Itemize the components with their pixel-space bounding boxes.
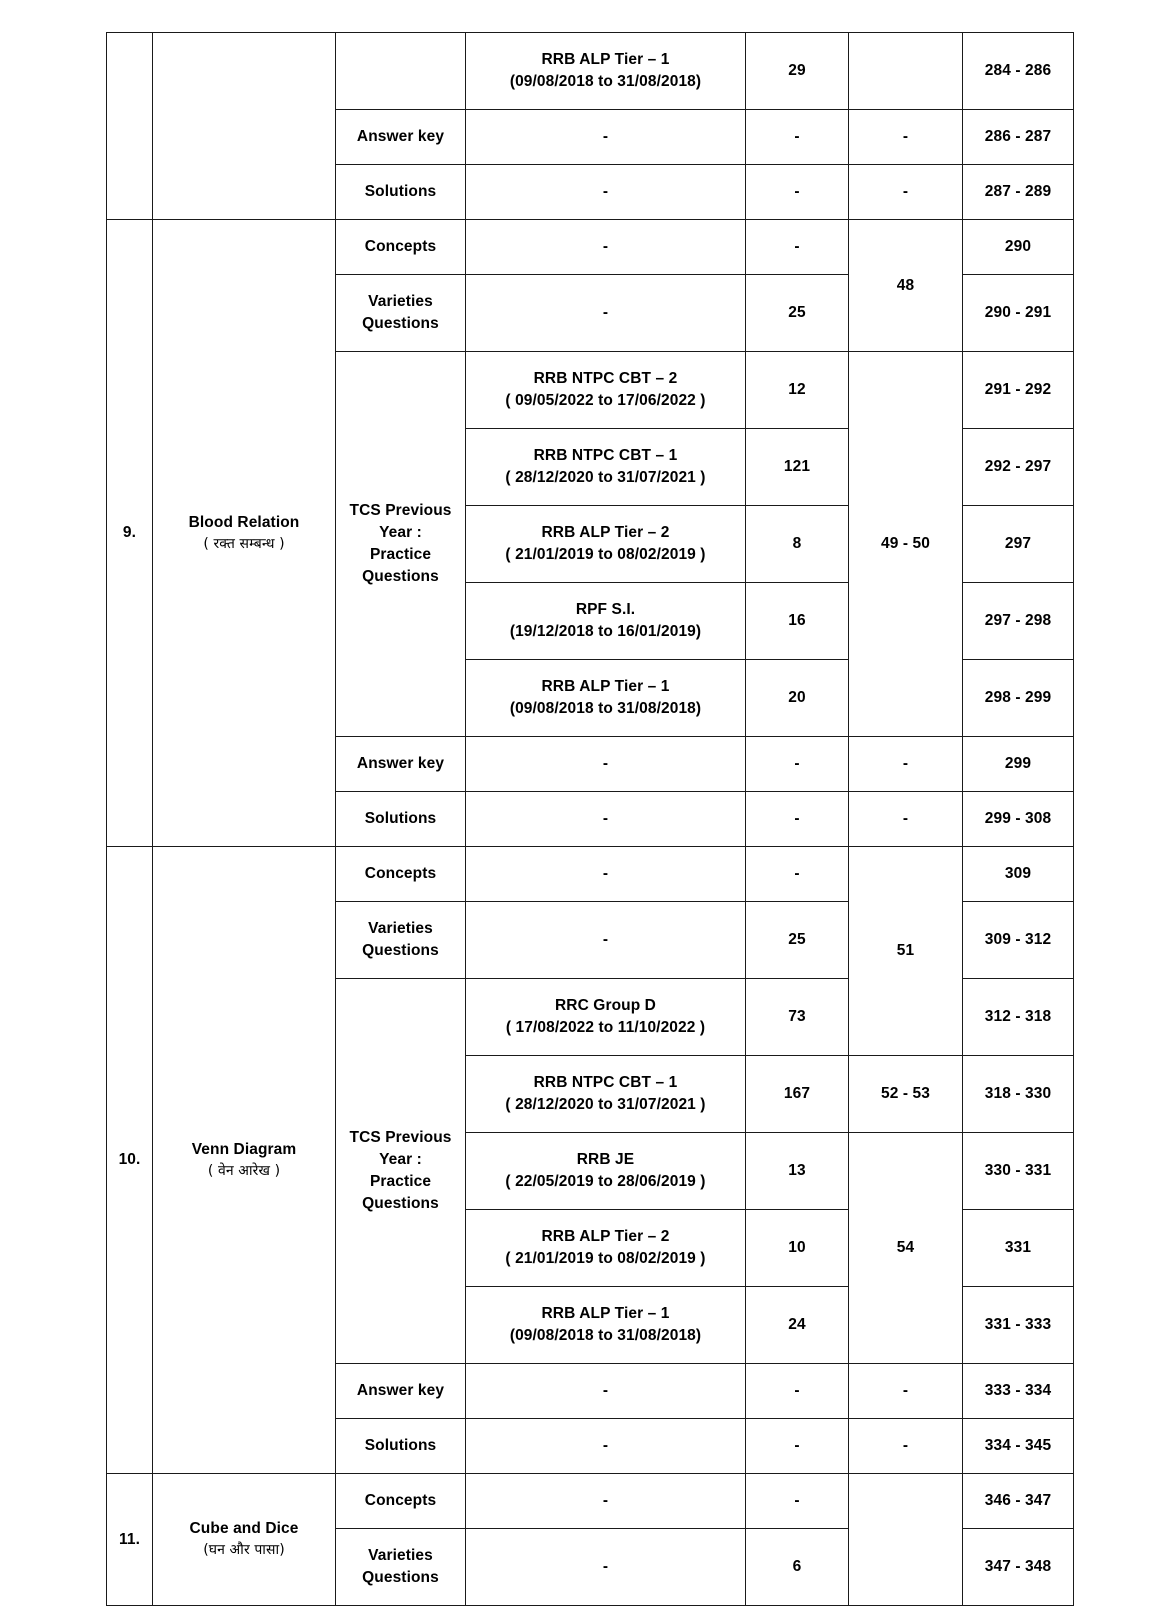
cell-section	[336, 979, 466, 1364]
cell-page: 299 - 308	[963, 792, 1074, 847]
cell-exam	[466, 352, 746, 429]
cell-day: -	[849, 165, 963, 220]
cell-questions: -	[746, 737, 849, 792]
exam-date: (09/08/2018 to 31/08/2018)	[509, 700, 702, 717]
cell-exam	[466, 979, 746, 1056]
section-line-1: Varieties	[368, 293, 433, 310]
cell-questions: -	[746, 1364, 849, 1419]
section-line-2: Questions	[362, 1569, 439, 1586]
cell-section: Concepts	[336, 847, 466, 902]
cell-sr-no: 9.	[107, 220, 153, 847]
exam-date: (19/12/2018 to 16/01/2019)	[509, 623, 702, 640]
cell-exam: -	[466, 1364, 746, 1419]
exam-date: (09/08/2018 to 31/08/2018)	[509, 1327, 702, 1344]
table-row	[107, 847, 1074, 902]
cell-questions: 24	[746, 1287, 849, 1364]
cell-exam	[466, 583, 746, 660]
cell-section: Answer key	[336, 110, 466, 165]
section-line-2: Questions	[362, 315, 439, 332]
cell-topic	[153, 847, 336, 1474]
cell-sr-no: 11.	[107, 1474, 153, 1606]
exam-date: ( 28/12/2020 to 31/07/2021 )	[505, 1096, 706, 1113]
cell-page: 297	[963, 506, 1074, 583]
cell-questions: -	[746, 220, 849, 275]
exam-date: ( 22/05/2019 to 28/06/2019 )	[505, 1173, 706, 1190]
cell-questions: 13	[746, 1133, 849, 1210]
cell-questions: 121	[746, 429, 849, 506]
cell-topic	[153, 1474, 336, 1606]
exam-date: ( 17/08/2022 to 11/10/2022 )	[505, 1019, 706, 1036]
cell-section	[336, 352, 466, 737]
cell-day: -	[849, 110, 963, 165]
cell-exam: -	[466, 792, 746, 847]
cell-page: 297 - 298	[963, 583, 1074, 660]
exam-date: ( 21/01/2019 to 08/02/2019 )	[505, 546, 706, 563]
cell-page: 290 - 291	[963, 275, 1074, 352]
section-line-4: Questions	[362, 1195, 439, 1212]
cell-sr-no	[107, 33, 153, 220]
index-table	[106, 32, 1074, 1606]
cell-day: -	[849, 1364, 963, 1419]
topic-name-en: Venn Diagram	[191, 1140, 297, 1158]
exam-date: ( 21/01/2019 to 08/02/2019 )	[505, 1250, 706, 1267]
cell-questions: 16	[746, 583, 849, 660]
cell-page: 290	[963, 220, 1074, 275]
cell-day	[849, 1474, 963, 1606]
cell-page: 334 - 345	[963, 1419, 1074, 1474]
exam-name: RRB NTPC CBT – 2	[533, 370, 678, 387]
exam-name: RRB ALP Tier – 1	[541, 1305, 670, 1322]
cell-page: 309	[963, 847, 1074, 902]
cell-questions: -	[746, 1419, 849, 1474]
cell-exam	[466, 1056, 746, 1133]
section-line-1: Varieties	[368, 920, 433, 937]
cell-page: 333 - 334	[963, 1364, 1074, 1419]
cell-exam: -	[466, 1419, 746, 1474]
cell-section: Concepts	[336, 1474, 466, 1529]
cell-page: 291 - 292	[963, 352, 1074, 429]
cell-section	[336, 33, 466, 110]
table-row	[107, 220, 1074, 275]
cell-questions: -	[746, 847, 849, 902]
cell-day	[849, 33, 963, 110]
cell-day: -	[849, 737, 963, 792]
cell-questions: 25	[746, 902, 849, 979]
cell-exam: -	[466, 737, 746, 792]
cell-page: 347 - 348	[963, 1529, 1074, 1606]
cell-section: Answer key	[336, 1364, 466, 1419]
exam-name: RPF S.I.	[575, 601, 636, 618]
cell-exam: -	[466, 902, 746, 979]
section-line-1: TCS Previous	[349, 502, 452, 519]
cell-questions: -	[746, 792, 849, 847]
cell-topic	[153, 33, 336, 220]
topic-name-hi: ( वेन आरेख )	[207, 1162, 281, 1179]
cell-exam	[466, 33, 746, 110]
section-line-2: Year :	[379, 524, 422, 541]
cell-questions: -	[746, 165, 849, 220]
cell-section: Concepts	[336, 220, 466, 275]
cell-page: 331	[963, 1210, 1074, 1287]
cell-exam: -	[466, 110, 746, 165]
cell-questions: 167	[746, 1056, 849, 1133]
cell-questions: 20	[746, 660, 849, 737]
cell-day: 49 - 50	[849, 352, 963, 737]
cell-questions: 12	[746, 352, 849, 429]
cell-exam	[466, 1210, 746, 1287]
cell-section	[336, 1529, 466, 1606]
cell-page: 284 - 286	[963, 33, 1074, 110]
cell-page: 318 - 330	[963, 1056, 1074, 1133]
cell-questions: 25	[746, 275, 849, 352]
table-row	[107, 1474, 1074, 1529]
cell-section: Solutions	[336, 792, 466, 847]
topic-name-hi: (घन और पासा)	[203, 1542, 285, 1559]
section-line-3: Practice	[369, 546, 432, 563]
cell-questions: -	[746, 110, 849, 165]
cell-questions: -	[746, 1474, 849, 1529]
exam-name: RRB ALP Tier – 2	[541, 524, 670, 541]
cell-page: 346 - 347	[963, 1474, 1074, 1529]
cell-exam: -	[466, 220, 746, 275]
cell-exam: -	[466, 847, 746, 902]
exam-name: RRB ALP Tier – 2	[541, 1228, 670, 1245]
cell-section	[336, 902, 466, 979]
section-line-1: TCS Previous	[349, 1129, 452, 1146]
cell-topic	[153, 220, 336, 847]
exam-date: ( 28/12/2020 to 31/07/2021 )	[505, 469, 706, 486]
cell-section	[336, 275, 466, 352]
cell-exam: -	[466, 165, 746, 220]
cell-day: 51	[849, 847, 963, 1056]
exam-name: RRB JE	[576, 1151, 635, 1168]
topic-name-en: Blood Relation	[188, 513, 300, 531]
cell-exam: -	[466, 1474, 746, 1529]
cell-questions: 6	[746, 1529, 849, 1606]
cell-exam	[466, 429, 746, 506]
exam-date: ( 09/05/2022 to 17/06/2022 )	[505, 392, 706, 409]
cell-page: 286 - 287	[963, 110, 1074, 165]
cell-day: -	[849, 1419, 963, 1474]
exam-name: RRB ALP Tier – 1	[541, 678, 670, 695]
cell-day: 48	[849, 220, 963, 352]
cell-sr-no: 10.	[107, 847, 153, 1474]
cell-page: 309 - 312	[963, 902, 1074, 979]
topic-name-hi: ( रक्त सम्बन्ध )	[203, 535, 285, 552]
cell-page: 287 - 289	[963, 165, 1074, 220]
cell-page: 298 - 299	[963, 660, 1074, 737]
cell-exam: -	[466, 275, 746, 352]
exam-date: (09/08/2018 to 31/08/2018)	[509, 73, 702, 90]
cell-day: 54	[849, 1133, 963, 1364]
section-line-2: Questions	[362, 942, 439, 959]
cell-exam	[466, 506, 746, 583]
cell-exam	[466, 1287, 746, 1364]
cell-exam	[466, 1133, 746, 1210]
cell-page: 299	[963, 737, 1074, 792]
cell-questions: 8	[746, 506, 849, 583]
cell-questions: 73	[746, 979, 849, 1056]
section-line-3: Practice	[369, 1173, 432, 1190]
exam-name: RRB NTPC CBT – 1	[533, 447, 678, 464]
section-line-2: Year :	[379, 1151, 422, 1168]
cell-page: 292 - 297	[963, 429, 1074, 506]
cell-page: 331 - 333	[963, 1287, 1074, 1364]
cell-day: 52 - 53	[849, 1056, 963, 1133]
exam-name: RRB NTPC CBT – 1	[533, 1074, 678, 1091]
exam-name: RRB ALP Tier – 1	[541, 51, 670, 68]
cell-exam	[466, 660, 746, 737]
cell-page: 312 - 318	[963, 979, 1074, 1056]
exam-name: RRC Group D	[555, 997, 656, 1014]
topic-name-en: Cube and Dice	[189, 1520, 299, 1538]
cell-page: 330 - 331	[963, 1133, 1074, 1210]
section-line-1: Varieties	[368, 1547, 433, 1564]
cell-day: -	[849, 792, 963, 847]
cell-section: Solutions	[336, 165, 466, 220]
cell-section: Answer key	[336, 737, 466, 792]
cell-questions: 29	[746, 33, 849, 110]
table-row	[107, 33, 1074, 110]
section-line-4: Questions	[362, 568, 439, 585]
cell-exam: -	[466, 1529, 746, 1606]
cell-questions: 10	[746, 1210, 849, 1287]
cell-section: Solutions	[336, 1419, 466, 1474]
